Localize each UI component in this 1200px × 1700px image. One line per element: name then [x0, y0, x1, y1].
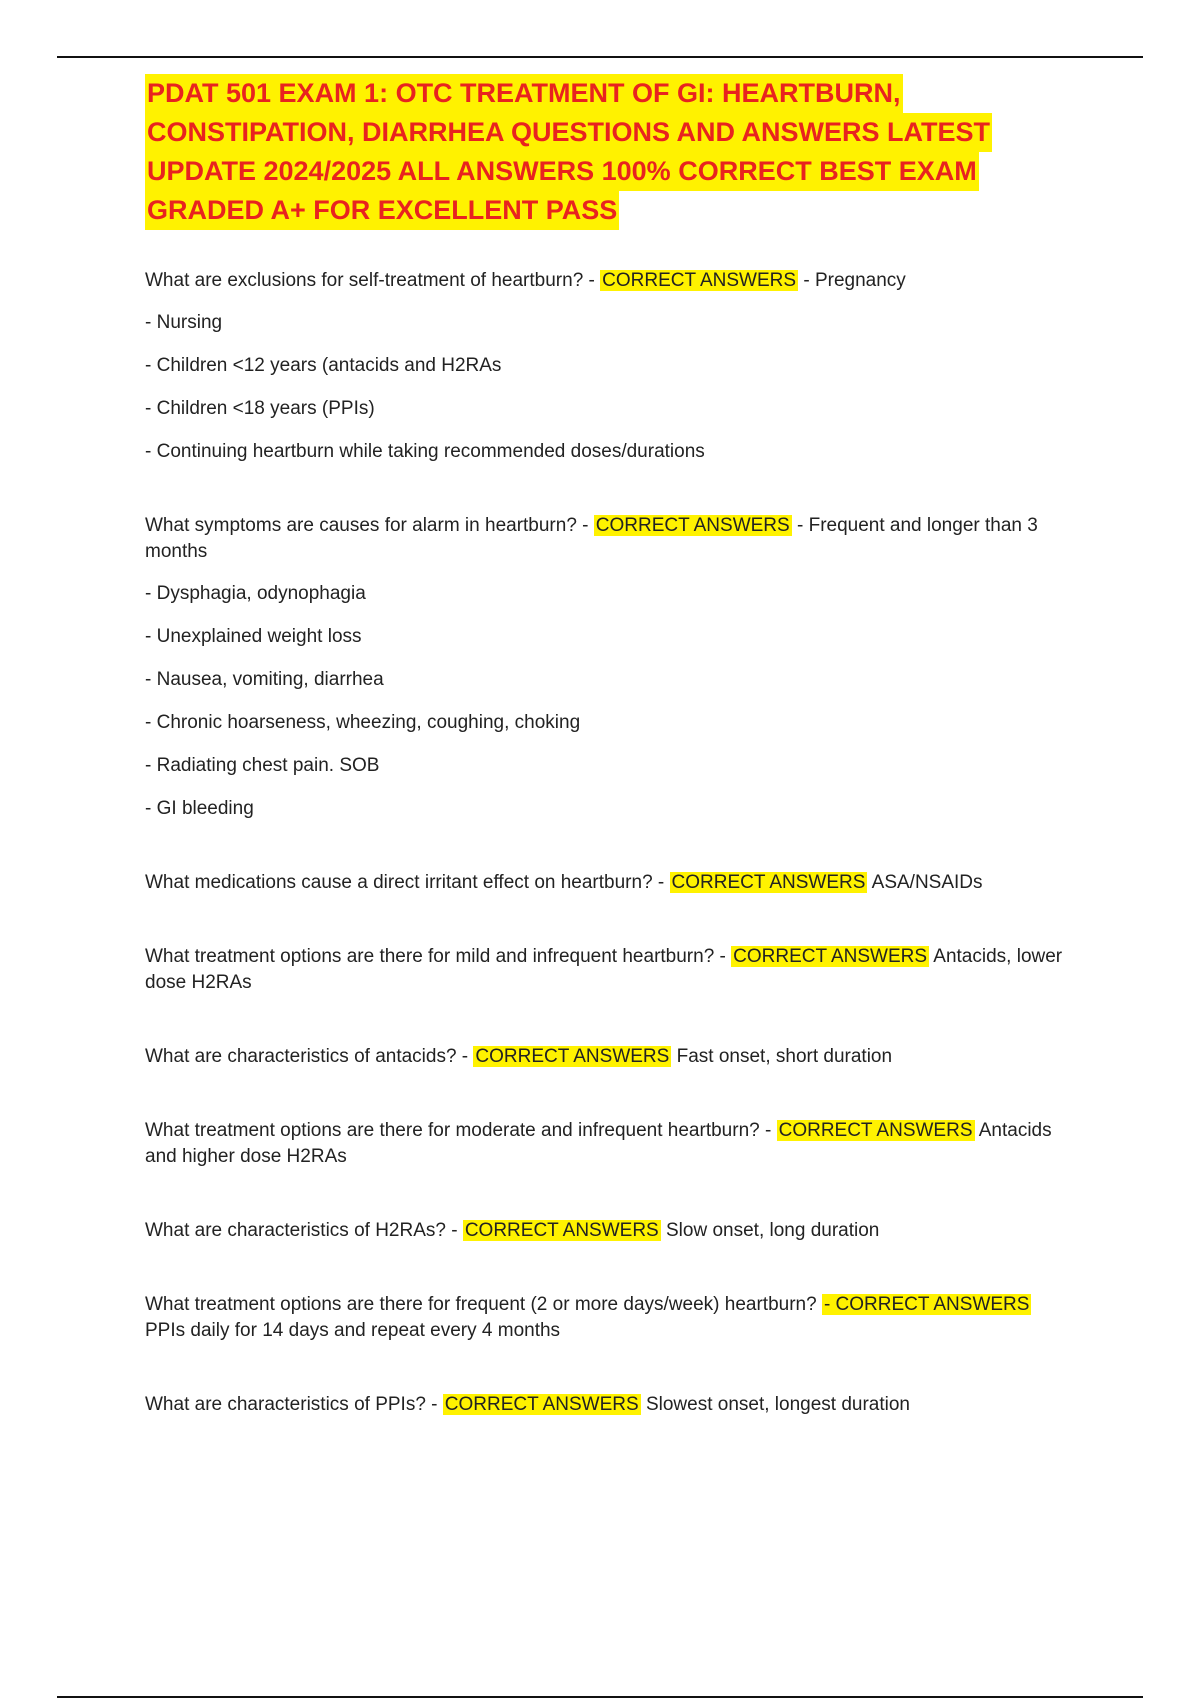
qa-item	[145, 1392, 1065, 1418]
answer-text: Antacids and higher dose H2RAs	[145, 1120, 1052, 1167]
question-line	[145, 1118, 1065, 1170]
question-line	[145, 870, 1065, 896]
question-text: What are characteristics of antacids? -	[145, 1046, 474, 1067]
document-title	[145, 74, 1065, 230]
qa-item	[145, 870, 1065, 896]
document-body	[145, 74, 1065, 1434]
question-line	[145, 513, 1065, 565]
question-line	[145, 268, 1065, 294]
correct-answers-marker: CORRECT ANSWERS	[778, 1120, 973, 1141]
answer-text: Fast onset, short duration	[671, 1046, 893, 1067]
correct-answers-marker: CORRECT ANSWERS	[602, 270, 797, 291]
answer-text: - Pregnancy	[798, 270, 906, 291]
question-text: What treatment options are there for moderate and infrequent heartburn? -	[145, 1120, 777, 1141]
question-text: What are characteristics of PPIs? -	[145, 1394, 443, 1415]
answer-list-item: - Unexplained weight loss	[145, 626, 362, 647]
answer-text: PPIs daily for 14 days and repeat every 4 months	[145, 1320, 561, 1341]
question-text: What are exclusions for self-treatment of heartburn? -	[145, 270, 601, 291]
question-text: What medications cause a direct irritant effect on heartburn? -	[145, 872, 670, 893]
answer-list-item: - Children <18 years (PPIs)	[145, 398, 375, 419]
top-rule	[57, 56, 1143, 58]
correct-answers-marker: CORRECT ANSWERS	[475, 1046, 670, 1067]
answer-list-item: - Radiating chest pain. SOB	[145, 755, 380, 776]
answer-list-item: - Continuing heartburn while taking recommended doses/durations	[145, 441, 705, 462]
answer-text: - Frequent and longer than 3 months	[145, 515, 1038, 562]
qa-list	[145, 268, 1065, 1418]
qa-item	[145, 1044, 1065, 1070]
question-text: What symptoms are causes for alarm in heartburn? -	[145, 515, 594, 536]
answer-text: Slowest onset, longest duration	[640, 1394, 911, 1415]
qa-item	[145, 1292, 1065, 1344]
correct-answers-marker: CORRECT ANSWERS	[595, 515, 790, 536]
title-line: GRADED A+ FOR EXCELLENT PASS	[145, 191, 619, 230]
correct-answers-marker: CORRECT ANSWERS	[733, 946, 928, 967]
question-text: What treatment options are there for frequent (2 or more days/week) heartburn?	[145, 1294, 822, 1315]
question-text: What are characteristics of H2RAs? -	[145, 1220, 463, 1241]
answer-list-item: - Nursing	[145, 312, 223, 333]
answer-list-item: - GI bleeding	[145, 798, 254, 819]
qa-item	[145, 1218, 1065, 1244]
answer-list-item: - Children <12 years (antacids and H2RAs	[145, 355, 502, 376]
answer-text: Antacids, lower dose H2RAs	[145, 946, 1063, 993]
qa-item	[145, 268, 1065, 465]
title-line: CONSTIPATION, DIARRHEA QUESTIONS AND ANSWERS LATEST	[145, 113, 992, 152]
title-line: UPDATE 2024/2025 ALL ANSWERS 100% CORRECT BEST EXAM	[145, 152, 979, 191]
question-line	[145, 1292, 1065, 1344]
correct-answers-marker: CORRECT ANSWERS	[444, 1394, 639, 1415]
answer-list-item: - Dysphagia, odynophagia	[145, 583, 366, 604]
question-line	[145, 944, 1065, 996]
correct-answers-marker: CORRECT ANSWERS	[671, 872, 866, 893]
answer-list-item: - Chronic hoarseness, wheezing, coughing, choking	[145, 712, 581, 733]
qa-item	[145, 1118, 1065, 1170]
bottom-rule	[57, 1696, 1143, 1698]
correct-answers-marker: CORRECT ANSWERS	[464, 1220, 659, 1241]
answer-text: Slow onset, long duration	[660, 1220, 880, 1241]
answer-text: ASA/NSAIDs	[867, 872, 983, 893]
question-line	[145, 1218, 1065, 1244]
correct-answers-marker: - CORRECT ANSWERS	[823, 1294, 1030, 1315]
question-text: What treatment options are there for mild and infrequent heartburn? -	[145, 946, 732, 967]
title-line: PDAT 501 EXAM 1: OTC TREATMENT OF GI: HEARTBURN,	[145, 74, 903, 113]
answer-list-item: - Nausea, vomiting, diarrhea	[145, 669, 384, 690]
qa-item	[145, 513, 1065, 822]
question-line	[145, 1044, 1065, 1070]
qa-item	[145, 944, 1065, 996]
question-line	[145, 1392, 1065, 1418]
